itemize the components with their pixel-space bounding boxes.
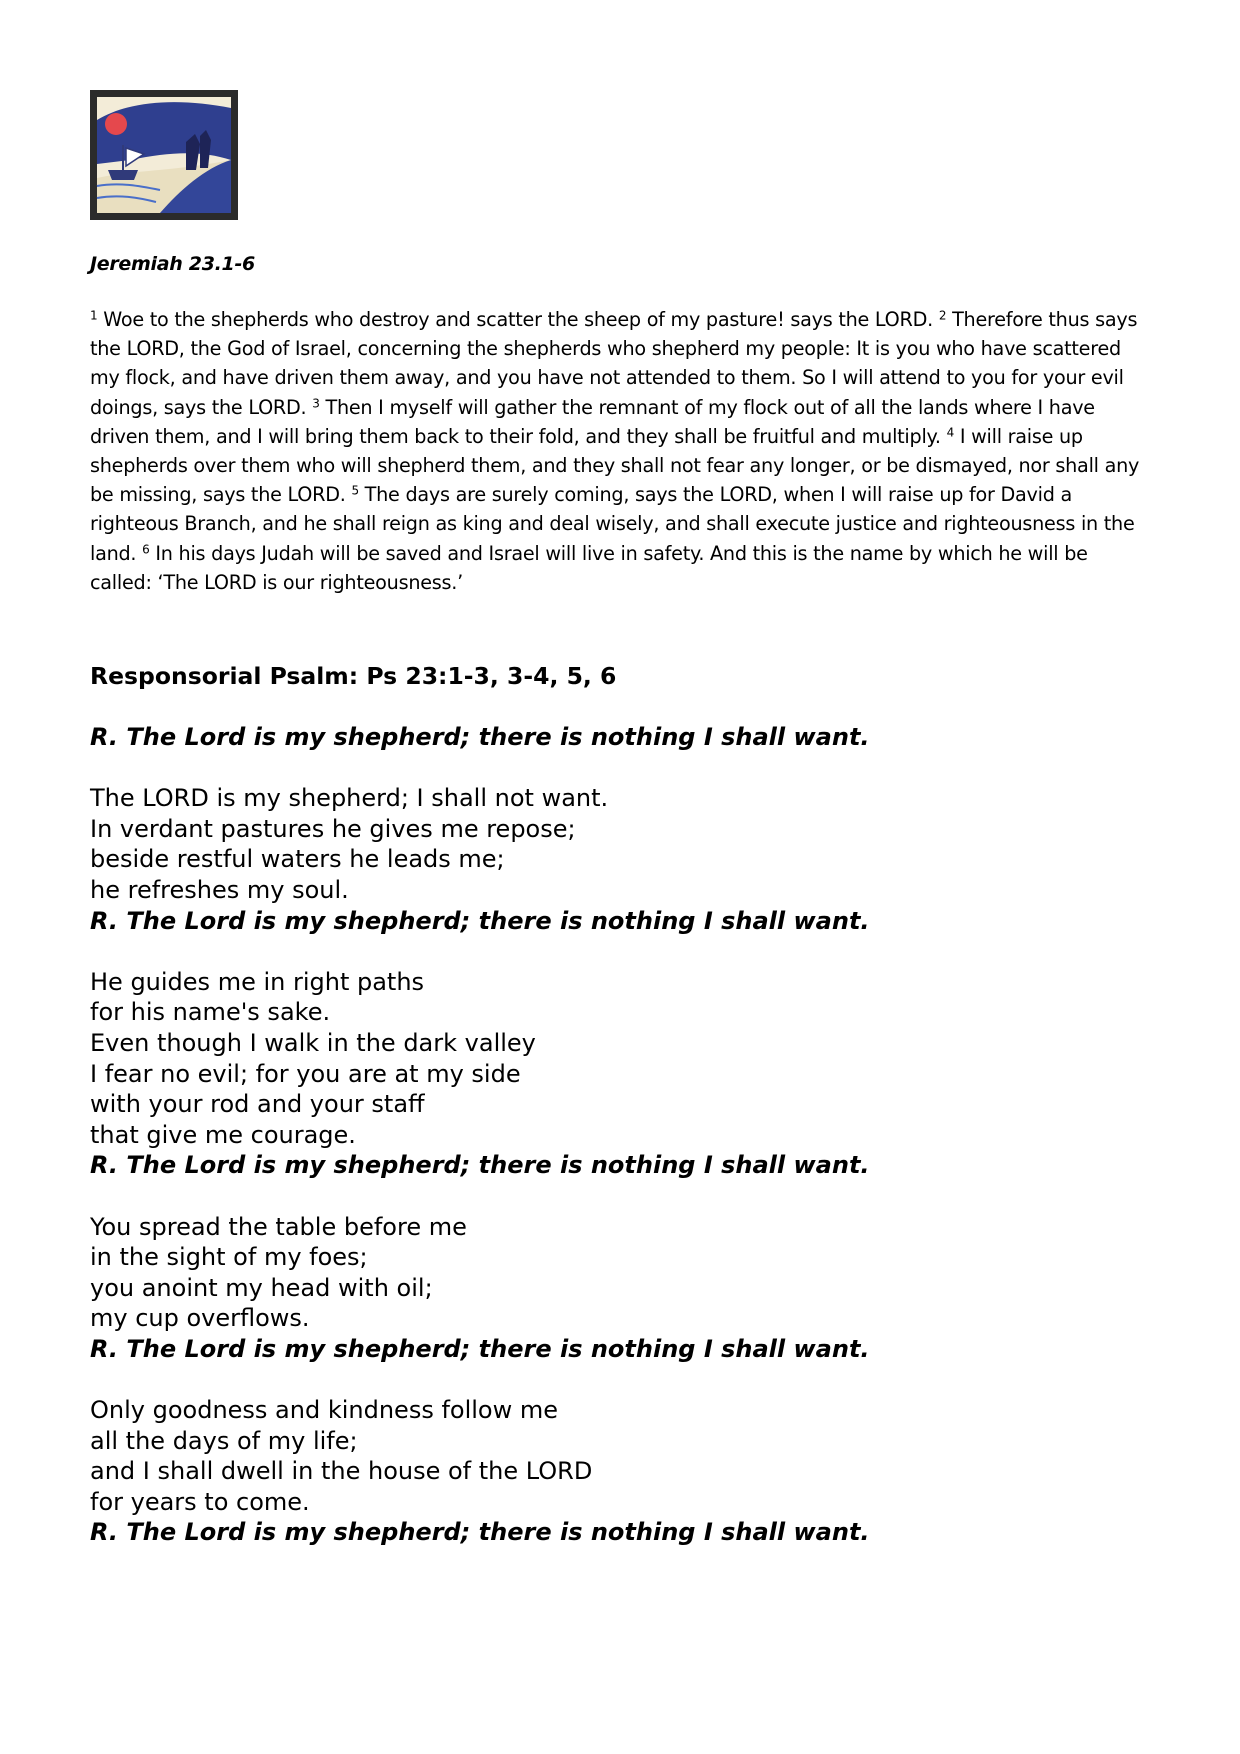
psalm-line: he refreshes my soul. [90,875,349,904]
psalm-stanza [90,1395,1150,1548]
verse-text: I will raise up shepherds over them who will shepherd them, and they shall not fear any longer, or be dismayed, nor shall any be missing, says the LORD. [90,424,1140,507]
psalm-line: you anoint my head with oil; [90,1273,433,1302]
psalm-stanza [90,1212,1150,1365]
verse-text: The days are surely coming, says the LORD, when I will raise up for David a righteous Branch, and he shall reign as king and deal wisely, and shall execute justice and righteousness in the land. [90,483,1135,565]
verse-number: 3 [312,396,320,411]
verse-number: 5 [351,483,359,498]
psalm-line: I fear no evil; for you are at my side [90,1059,521,1088]
psalm-refrain: R. The Lord is my shepherd; there is nothing I shall want. [90,723,870,751]
verse-text: Therefore thus says the LORD, the God of Israel, concerning the shepherds who shepherd my people: It is you who have scattered my flock, and have driven them away, and you have not attended to them. So I will attend to you for your evil doings, says the LORD. [90,308,1138,419]
verse-text: Woe to the shepherds who destroy and scatter the sheep of my pasture! says the LORD. [97,308,939,331]
psalm-line: for years to come. [90,1487,310,1516]
reading-title: Jeremiah 23.1-6 [90,253,255,275]
verse-text: In his days Judah will be saved and Israel will live in safety. And this is the name by which he will be called: ‘The LORD is our righteousness.’ [90,541,1088,594]
psalm-line: beside restful waters he leads me; [90,845,505,874]
psalm-line: all the days of my life; [90,1426,358,1455]
verse-text: Then I myself will gather the remnant of my flock out of all the lands where I have driven them, and I will bring them back to their fold, and they shall be fruitful and multiply. [90,395,1095,448]
psalm-line: Even though I walk in the dark valley [90,1028,536,1057]
psalm-refrain: R. The Lord is my shepherd; there is nothing I shall want. [90,1334,870,1363]
verse-number: 2 [938,308,947,323]
psalm-line: The LORD is my shepherd; I shall not want. [90,784,609,813]
psalm-line: Only goodness and kindness follow me [90,1396,559,1425]
psalm-refrain: R. The Lord is my shepherd; there is nothing I shall want. [90,906,870,935]
psalm-refrain: R. The Lord is my shepherd; there is nothing I shall want. [90,1518,870,1547]
psalm-heading: Responsorial Psalm: Ps 23:1-3, 3-4, 5, 6 [90,662,617,690]
psalm-body [90,722,1150,1548]
psalm-refrain: R. The Lord is my shepherd; there is nothing I shall want. [90,1151,870,1180]
psalm-stanza [90,967,1150,1181]
psalm-line: You spread the table before me [90,1212,467,1241]
psalm-line: that give me courage. [90,1120,356,1149]
psalm-line: for his name's sake. [90,998,331,1027]
verse-number: 6 [142,542,150,557]
psalm-stanza [90,783,1150,936]
psalm-line: and I shall dwell in the house of the LORD [90,1457,593,1486]
psalm-line: my cup overflows. [90,1304,310,1333]
shepherd-boat-illustration [90,90,238,220]
psalm-line: In verdant pastures he gives me repose; [90,814,576,843]
verse-number: 1 [90,308,98,323]
psalm-line: with your rod and your staff [90,1090,425,1119]
verse-number: 4 [946,425,954,440]
psalm-line: He guides me in right paths [90,967,425,996]
psalm-line: in the sight of my foes; [90,1243,368,1272]
reading-text [90,305,1150,597]
